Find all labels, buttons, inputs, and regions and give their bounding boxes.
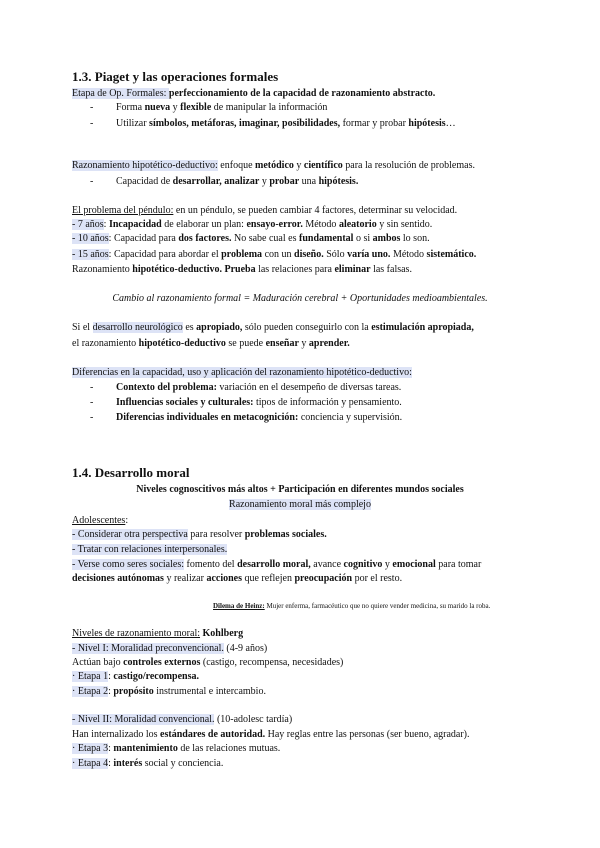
adol-item-3: - Verse como seres sociales: fomento del desarrollo moral, avance cognitivo y emocional para tomar: [72, 559, 482, 570]
adolescentes-heading: Adolescentes:: [72, 515, 129, 526]
neuro-line-2: el razonamiento hipotético-deductivo se puede enseñar y aprender.: [72, 338, 350, 349]
kohlberg-line: Niveles de razonamiento moral: Kohlberg: [72, 628, 244, 639]
list-item: - Forma nueva y flexible de manipular la información: [90, 102, 328, 113]
list-item: - Utilizar símbolos, metáforas, imaginar, posibilidades, formar y probar hipótesis…: [90, 118, 456, 129]
pendulo-10: - 10 años: Capacidad para dos factores. No sabe cual es fundamental o si ambos lo son.: [72, 233, 430, 244]
adol-item-1: - Considerar otra perspectiva para resolver problemas sociales.: [72, 529, 327, 540]
list-item: - Capacidad de desarrollar, analizar y probar una hipótesis.: [90, 176, 359, 187]
heinz-line: Dilema de Heinz: Mujer enferma, farmacéutico que no quiere vender medicina, su marido la roba.: [213, 602, 491, 610]
etapa-3: · Etapa 3: mantenimiento de las relaciones mutuas.: [72, 743, 281, 754]
diferencias-line: Diferencias en la capacidad, uso y aplicación del razonamiento hipotético-deductivo:: [72, 367, 412, 378]
list-item: - Influencias sociales y culturales: tipos de información y pensamiento.: [90, 397, 402, 408]
pendulo-15: - 15 años: Capacidad para abordar el problema con un diseño. Sólo varía uno. Método sistemático.: [72, 249, 477, 260]
etapa-4: · Etapa 4: interés social y conciencia.: [72, 758, 224, 769]
etapa-line: Etapa de Op. Formales: perfeccionamiento de la capacidad de razonamiento abstracto.: [72, 88, 436, 99]
nivel-2-text: Han internalizado los estándares de autoridad. Hay reglas entre las personas (ser bueno, agradar).: [72, 729, 470, 740]
etapa-1: · Etapa 1: castigo/recompensa.: [72, 671, 200, 682]
section-title-1-3: 1.3. Piaget y las operaciones formales: [72, 69, 279, 84]
adol-item-2: - Tratar con relaciones interpersonales.: [72, 544, 228, 555]
nivel-1: - Nivel I: Moralidad preconvencional. (4-9 años): [72, 643, 268, 654]
pendulo-line: El problema del péndulo: en un péndulo, se pueden cambiar 4 factores, determinar su velocidad.: [72, 205, 458, 216]
nivel-2: - Nivel II: Moralidad convencional. (10-adolesc tardía): [72, 714, 293, 725]
neuro-line-1: Si el desarrollo neurológico es apropiado, sólo pueden conseguirlo con la estimulación apropiada,: [72, 322, 474, 333]
list-item: - Diferencias individuales en metacognición: conciencia y supervisión.: [90, 412, 403, 423]
cambio-line: Cambio al razonamiento formal = Maduración cerebral + Oportunidades medioambientales.: [112, 293, 488, 304]
etapa-2: · Etapa 2: propósito instrumental e intercambio.: [72, 686, 266, 697]
rhd-line: Razonamiento hipotético-deductivo: enfoque metódico y científico para la resolución de problemas.: [72, 160, 475, 171]
section-title-1-4: 1.4. Desarrollo moral: [72, 465, 190, 480]
rhd2-line: Razonamiento hipotético-deductivo. Prueba las relaciones para eliminar las falsas.: [72, 264, 412, 275]
list-item: - Contexto del problema: variación en el desempeño de diversas tareas.: [90, 382, 402, 393]
adol-item-3-cont: decisiones autónomas y realizar acciones que reflejen preocupación por el resto.: [72, 573, 403, 584]
niveles-line: Niveles cognoscitivos más altos + Participación en diferentes mundos sociales: [136, 484, 464, 495]
pendulo-7: - 7 años: Incapacidad de elaborar un plan: ensayo-error. Método aleatorio y sin sentido.: [72, 219, 433, 230]
razmoral-line: Razonamiento moral más complejo: [229, 499, 371, 510]
nivel-1-text: Actúan bajo controles externos (castigo, recompensa, necesidades): [72, 657, 344, 668]
